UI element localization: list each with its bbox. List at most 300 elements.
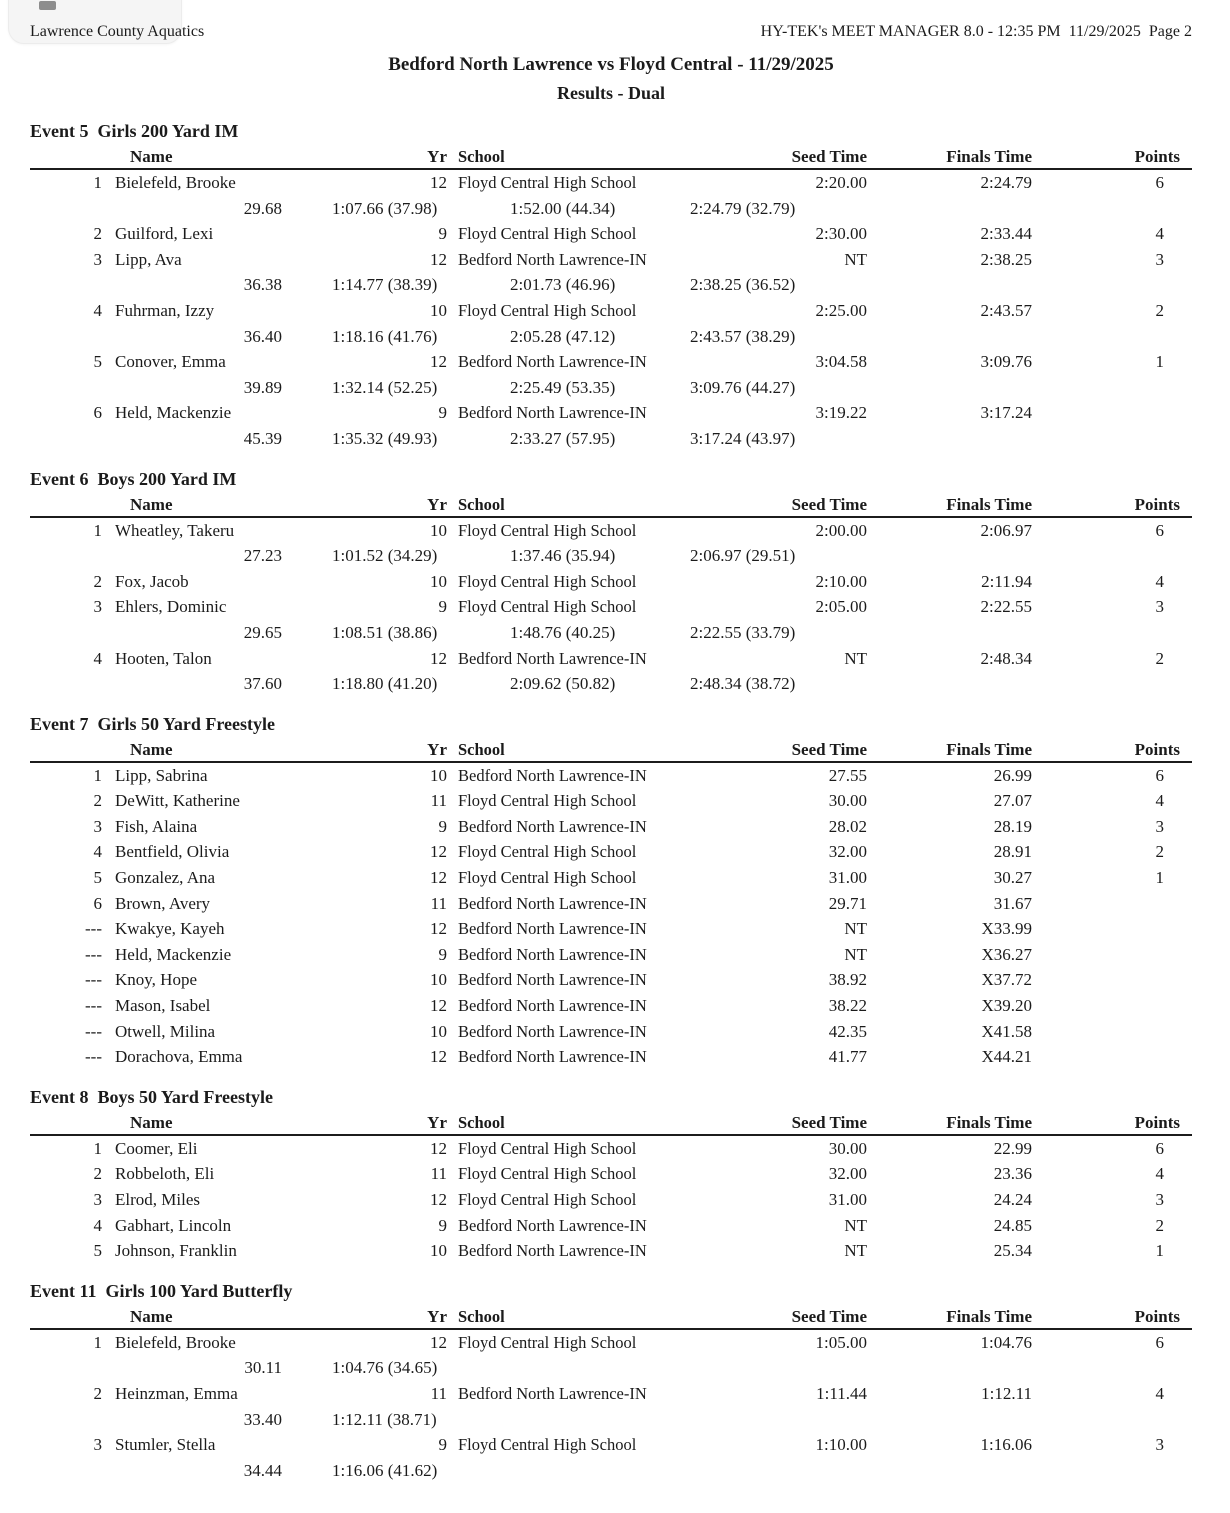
points-cell: 2 [1155,300,1164,320]
year-cell: 9 [438,1215,447,1235]
year-cell: 11 [430,791,447,811]
split-time-3 [460,1407,640,1433]
school-cell: Floyd Central High School [458,1332,637,1352]
column-header-place [30,1112,102,1133]
splits-row [30,1407,1192,1433]
place-cell: 4 [93,842,102,862]
swimmer-name-cell: Held, Mackenzie [115,403,232,423]
column-header-yr: Yr [427,494,447,514]
results-table-body [30,1330,1192,1484]
finals-time-cell: 2:22.55 [980,597,1032,617]
finals-time-cell: X37.72 [981,970,1032,990]
column-header-school: School [458,739,505,759]
finals-time-cell: 2:11.94 [981,571,1032,591]
column-header-points: Points [1134,147,1180,166]
school-cell: Floyd Central High School [458,791,637,811]
year-cell: 9 [438,224,447,244]
place-cell: 3 [93,597,102,617]
result-row [30,865,1192,891]
splits-row [30,375,1192,401]
place-cell: 1 [93,765,102,785]
points-cell: 3 [1155,1435,1164,1455]
split-time-1: 30.11 [244,1358,282,1378]
event-section [30,1279,1192,1484]
points-cell [1032,1044,1192,1070]
swimmer-name-cell: Robbeloth, Eli [115,1164,215,1184]
event-title: Event 8 Boys 50 Yard Freestyle [30,1086,273,1107]
points-cell: 3 [1155,816,1164,836]
result-row [30,1044,1192,1070]
event-title: Event 6 Boys 200 Yard IM [30,468,237,489]
column-header-finals-time: Finals Time [946,147,1032,166]
result-row [30,221,1192,247]
points-cell [1032,916,1192,942]
school-cell: Bedford North Lawrence-IN [458,352,647,372]
finals-time-cell: 2:33.44 [980,224,1032,244]
split-time-1: 29.68 [243,198,282,218]
swimmer-name-cell: Dorachova, Emma [115,1047,243,1067]
place-cell: --- [85,1021,102,1041]
results-table-header [30,146,1192,170]
result-row [30,247,1192,273]
split-time-1: 29.65 [243,622,282,642]
split-time-4: 2:38.25 (36.52) [690,275,796,295]
split-time-3: 1:48.76 (40.25) [510,622,616,642]
points-cell: 4 [1155,1164,1164,1184]
finals-time-cell: 30.27 [993,868,1032,888]
event-section [30,1085,1192,1264]
points-cell: 2 [1155,842,1164,862]
points-cell [1032,942,1192,968]
year-cell: 10 [430,1021,447,1041]
result-row [30,1238,1192,1264]
meet-title: Bedford North Lawrence vs Floyd Central - 11/29/2025 [388,54,834,75]
result-row [30,967,1192,993]
school-cell: Floyd Central High School [458,224,637,244]
column-header-points: Points [1134,739,1180,759]
column-header-name: Name [130,1306,173,1326]
school-cell: Floyd Central High School [458,1190,637,1209]
school-cell: Bedford North Lawrence-IN [458,1241,647,1261]
finals-time-cell: X33.99 [981,919,1032,939]
place-cell: --- [85,919,102,939]
column-header-school: School [458,494,505,514]
swimmer-name-cell: Gonzalez, Ana [115,868,216,888]
finals-time-cell: 24.85 [993,1215,1032,1235]
result-row [30,1432,1192,1458]
year-cell: 11 [430,1383,447,1403]
swimmer-name-cell: Lipp, Sabrina [115,765,208,785]
split-time-1: 36.40 [243,326,282,346]
split-time-3: 2:33.27 (57.95) [510,428,616,448]
event-title: Event 5 Girls 200 Yard IM [30,121,239,141]
school-cell: Bedford North Lawrence-IN [458,648,647,668]
column-header-seed-time: Seed Time [791,494,867,514]
split-time-1: 33.40 [243,1409,282,1429]
result-row [30,400,1192,426]
column-header-finals-time: Finals Time [946,494,1032,514]
year-cell: 12 [430,842,447,862]
split-time-4 [640,1407,1192,1433]
seed-time-cell: 28.02 [828,816,867,836]
results-table-body [30,1136,1192,1264]
event-section [30,119,1192,452]
result-row [30,839,1192,865]
swimmer-name-cell: Gabhart, Lincoln [115,1215,232,1235]
split-time-2: 1:07.66 (37.98) [332,198,438,218]
school-cell: Floyd Central High School [458,597,637,617]
column-header-seed-time: Seed Time [791,739,867,759]
swimmer-name-cell: Brown, Avery [115,893,211,913]
points-cell: 3 [1155,1190,1164,1209]
split-time-3: 2:25.49 (53.35) [510,377,616,397]
school-cell: Bedford North Lawrence-IN [458,403,647,423]
place-cell: 4 [93,1215,102,1235]
finals-time-cell: 2:48.34 [980,648,1032,668]
points-cell [1032,1019,1192,1045]
points-cell: 1 [1155,868,1164,888]
school-cell: Bedford North Lawrence-IN [458,1383,647,1403]
place-cell: 4 [93,300,102,320]
result-row [30,646,1192,672]
split-time-3: 2:01.73 (46.96) [510,275,616,295]
finals-time-cell: 23.36 [993,1164,1032,1184]
result-row [30,1330,1192,1356]
seed-time-cell: 32.00 [828,842,867,862]
place-cell: 2 [93,571,102,591]
result-row [30,942,1192,968]
swimmer-name-cell: Fox, Jacob [115,571,189,591]
place-cell: 3 [93,1435,102,1455]
seed-time-cell: NT [844,919,867,939]
place-cell: 3 [93,249,102,269]
finals-time-cell: 22.99 [993,1138,1032,1158]
seed-time-cell: 2:25.00 [815,300,867,320]
seed-time-cell: NT [844,1215,867,1235]
finals-time-cell: 3:17.24 [980,403,1032,423]
report-meta: HY-TEK's MEET MANAGER 8.0 - 12:35 PM 11/29/2025 Page 2 [760,23,1192,40]
points-cell: 1 [1155,1241,1164,1261]
year-cell: 9 [438,597,447,617]
swimmer-name-cell: Johnson, Franklin [115,1241,237,1261]
school-cell: Floyd Central High School [458,300,637,320]
column-header-place [30,494,102,515]
split-time-2: 1:18.16 (41.76) [332,326,438,346]
split-time-2: 1:16.06 (41.62) [332,1460,438,1480]
swimmer-name-cell: Lipp, Ava [115,249,182,269]
seed-time-cell: 1:11.44 [816,1383,867,1403]
seed-time-cell: 2:05.00 [815,597,867,617]
school-cell: Floyd Central High School [458,1164,637,1184]
points-cell: 2 [1155,1215,1164,1235]
split-time-4: 2:43.57 (38.29) [690,326,796,346]
seed-time-cell: 42.35 [828,1021,867,1041]
year-cell: 11 [430,893,447,913]
school-cell: Floyd Central High School [458,571,637,591]
split-time-1: 39.89 [243,377,282,397]
swimmer-name-cell: Ehlers, Dominic [115,597,227,617]
split-time-1: 36.38 [243,275,282,295]
year-cell: 12 [430,919,447,939]
swimmer-name-cell: Bentfield, Olivia [115,842,230,862]
column-header-points: Points [1134,1112,1180,1132]
school-cell: Bedford North Lawrence-IN [458,1021,647,1041]
school-cell: Bedford North Lawrence-IN [458,765,647,785]
year-cell: 10 [430,571,447,591]
points-cell: 4 [1155,1383,1164,1403]
place-cell: --- [85,970,102,990]
event-section [30,712,1192,1070]
year-cell: 12 [430,648,447,668]
seed-time-cell: NT [844,249,867,269]
school-cell: Floyd Central High School [458,842,637,862]
column-header-yr: Yr [427,1112,447,1132]
split-time-2: 1:14.77 (38.39) [332,275,438,295]
school-cell: Floyd Central High School [458,520,637,540]
column-header-seed-time: Seed Time [791,1306,867,1326]
splits-row [30,324,1192,350]
swimmer-name-cell: Conover, Emma [115,352,226,372]
school-cell: Bedford North Lawrence-IN [458,816,647,836]
column-header-school: School [458,1306,505,1326]
finals-time-cell: 1:16.06 [980,1435,1032,1455]
finals-time-cell: 28.19 [993,816,1032,836]
split-time-1: 34.44 [243,1460,282,1480]
splits-row [30,620,1192,646]
place-cell: --- [85,1047,102,1067]
year-cell: 10 [430,520,447,540]
seed-time-cell: 3:19.22 [815,403,867,423]
place-cell: 3 [93,1190,102,1209]
place-cell: --- [85,996,102,1016]
finals-time-cell: 3:09.76 [980,352,1032,372]
result-row [30,1161,1192,1187]
result-row [30,1381,1192,1407]
swimmer-name-cell: Otwell, Milina [115,1021,216,1041]
result-row [30,518,1192,544]
split-time-2: 1:12.11 (38.71) [332,1409,437,1429]
result-row [30,1187,1192,1213]
split-time-3 [460,1458,640,1484]
finals-time-cell: 26.99 [993,765,1032,785]
school-cell: Floyd Central High School [458,1435,637,1455]
year-cell: 12 [430,249,447,269]
seed-time-cell: 27.55 [828,765,867,785]
split-time-4: 2:24.79 (32.79) [690,198,796,218]
split-time-3: 2:05.28 (47.12) [510,326,616,346]
seed-time-cell: 29.71 [828,893,867,913]
place-cell: 4 [93,648,102,668]
splits-row [30,543,1192,569]
column-header-yr: Yr [427,739,447,759]
result-row [30,916,1192,942]
results-table-body [30,170,1192,452]
finals-time-cell: 2:24.79 [980,173,1032,192]
finals-time-cell: 2:06.97 [980,520,1032,540]
column-header-seed-time: Seed Time [791,147,867,166]
splits-row [30,1355,1192,1381]
column-header-finals-time: Finals Time [946,1112,1032,1132]
seed-time-cell: 2:20.00 [815,173,867,192]
splits-row [30,426,1192,452]
school-cell: Bedford North Lawrence-IN [458,1215,647,1235]
place-cell: 5 [93,1241,102,1261]
finals-time-cell: 25.34 [993,1241,1032,1261]
place-cell: 2 [93,1164,102,1184]
split-time-1: 45.39 [243,428,282,448]
column-header-school: School [458,1112,505,1132]
school-cell: Floyd Central High School [458,1138,637,1158]
place-cell: 3 [93,816,102,836]
swimmer-name-cell: DeWitt, Katherine [115,791,240,811]
split-time-4: 3:17.24 (43.97) [690,428,796,448]
result-row [30,1019,1192,1045]
split-time-4: 2:22.55 (33.79) [690,622,796,642]
column-header-place [30,1306,102,1327]
seed-time-cell: NT [844,1241,867,1261]
result-row [30,1136,1192,1162]
school-cell: Bedford North Lawrence-IN [458,893,647,913]
results-table-body [30,763,1192,1070]
split-time-4: 2:06.97 (29.51) [690,546,796,566]
split-time-2: 1:18.80 (41.20) [332,674,438,694]
points-cell: 3 [1155,597,1164,617]
column-header-yr: Yr [427,147,447,166]
year-cell: 9 [438,403,447,423]
result-row [30,349,1192,375]
year-cell: 10 [430,1241,447,1261]
points-cell [1032,400,1192,426]
swimmer-name-cell: Hooten, Talon [115,648,212,668]
column-header-name: Name [130,147,173,166]
column-header-seed-time: Seed Time [791,1112,867,1132]
finals-time-cell: 2:38.25 [980,249,1032,269]
school-cell: Bedford North Lawrence-IN [458,944,647,964]
finals-time-cell: X44.21 [981,1047,1032,1067]
split-time-1: 27.23 [243,546,282,566]
seed-time-cell: 30.00 [828,791,867,811]
place-cell: 1 [93,173,102,192]
report-header [30,22,1192,104]
results-table-header [30,1306,1192,1330]
year-cell: 12 [430,868,447,888]
seed-time-cell: NT [844,944,867,964]
split-time-4: 2:48.34 (38.72) [690,674,796,694]
swimmer-name-cell: Held, Mackenzie [115,944,232,964]
column-header-school: School [458,147,505,166]
year-cell: 12 [430,1138,447,1158]
swimmer-name-cell: Elrod, Miles [115,1190,200,1209]
seed-time-cell: 38.92 [828,970,867,990]
swimmer-name-cell: Bielefeld, Brooke [115,1332,236,1352]
meta-row [30,22,1192,42]
swimmer-name-cell: Fuhrman, Izzy [115,300,215,320]
column-header-place [30,146,102,167]
result-row [30,170,1192,196]
result-row [30,763,1192,789]
results-table-body [30,518,1192,697]
seed-time-cell: 2:10.00 [815,571,867,591]
column-header-name: Name [130,494,173,514]
place-cell: 2 [93,791,102,811]
points-cell [1032,967,1192,993]
result-row [30,298,1192,324]
result-row [30,993,1192,1019]
year-cell: 12 [430,996,447,1016]
result-row [30,814,1192,840]
column-header-yr: Yr [427,1306,447,1326]
place-cell: 6 [93,403,102,423]
place-cell: 1 [93,520,102,540]
place-cell: --- [85,944,102,964]
column-header-points: Points [1134,494,1180,514]
result-row [30,594,1192,620]
finals-time-cell: 27.07 [993,791,1032,811]
finals-time-cell: X36.27 [981,944,1032,964]
splits-row [30,671,1192,697]
event-title: Event 7 Girls 50 Yard Freestyle [30,713,275,734]
seed-time-cell: 30.00 [828,1138,867,1158]
split-time-4 [640,1355,1192,1381]
split-time-2: 1:01.52 (34.29) [332,546,438,566]
school-cell: Bedford North Lawrence-IN [458,996,647,1016]
finals-time-cell: 24.24 [993,1190,1032,1209]
swimmer-name-cell: Coomer, Eli [115,1138,198,1158]
event-section [30,467,1192,697]
swimmer-name-cell: Wheatley, Takeru [115,520,235,540]
result-row [30,891,1192,917]
swimmer-name-cell: Knoy, Hope [115,970,197,990]
swimmer-name-cell: Kwakye, Kayeh [115,919,225,939]
swimmer-name-cell: Fish, Alaina [115,816,198,836]
splits-row [30,272,1192,298]
points-cell: 1 [1155,352,1164,372]
seed-time-cell: 2:00.00 [815,520,867,540]
finals-time-cell: 1:04.76 [980,1332,1032,1352]
results-table-header [30,739,1192,763]
swimmer-name-cell: Bielefeld, Brooke [115,173,236,192]
result-row [30,788,1192,814]
split-time-3 [460,1355,640,1381]
seed-time-cell: 31.00 [828,1190,867,1209]
year-cell: 10 [430,300,447,320]
school-cell: Floyd Central High School [458,868,637,888]
place-cell: 2 [93,224,102,244]
points-cell: 4 [1155,571,1164,591]
seed-time-cell: NT [844,648,867,668]
swimmer-name-cell: Heinzman, Emma [115,1383,238,1403]
splits-row [30,1458,1192,1484]
result-row [30,569,1192,595]
split-time-3: 1:52.00 (44.34) [510,198,616,218]
school-cell: Bedford North Lawrence-IN [458,249,647,269]
school-cell: Bedford North Lawrence-IN [458,1047,647,1067]
results-table-header [30,1112,1192,1136]
splits-row [30,196,1192,222]
place-cell: 1 [93,1138,102,1158]
seed-time-cell: 31.00 [828,868,867,888]
points-cell: 4 [1155,224,1164,244]
column-header-points: Points [1134,1306,1180,1326]
year-cell: 9 [438,944,447,964]
points-cell: 2 [1155,648,1164,668]
school-cell: Floyd Central High School [458,173,637,192]
column-header-finals-time: Finals Time [946,1306,1032,1326]
year-cell: 12 [430,352,447,372]
place-cell: 2 [93,1383,102,1403]
seed-time-cell: 32.00 [828,1164,867,1184]
points-cell: 6 [1155,1332,1164,1352]
